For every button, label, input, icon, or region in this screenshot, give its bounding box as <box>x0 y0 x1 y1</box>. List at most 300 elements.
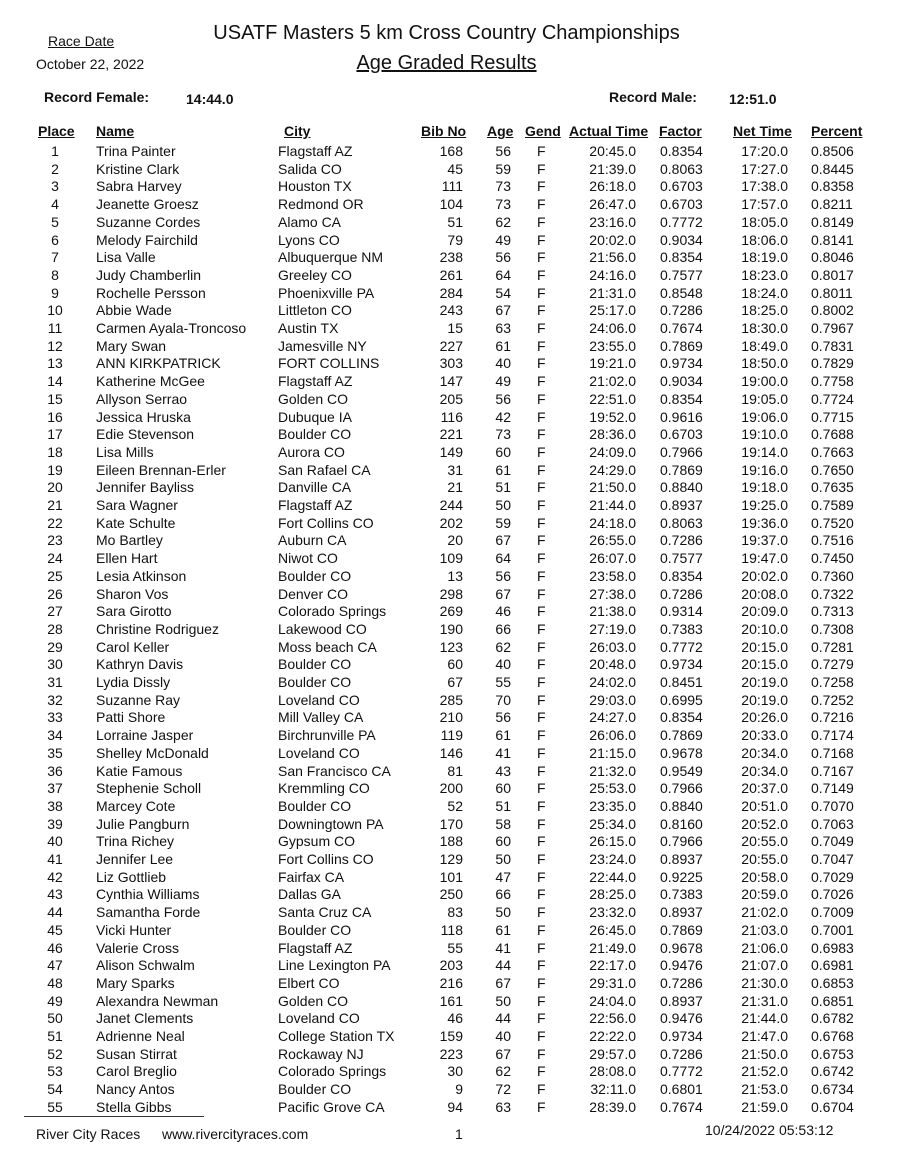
cell-age: 73 <box>495 196 511 213</box>
cell-name: Allyson Serrao <box>96 390 188 407</box>
cell-factor: 0.9616 <box>660 408 703 425</box>
cell-gender: F <box>537 744 546 761</box>
cell-factor: 0.8354 <box>660 709 703 726</box>
cell-city: Colorado Springs <box>278 1063 387 1080</box>
cell-place: 41 <box>47 851 63 867</box>
cell-net-time: 19:05.0 <box>741 390 788 407</box>
cell-actual-time: 26:55.0 <box>589 532 636 549</box>
cell-percent: 0.8141 <box>811 231 854 248</box>
cell-actual-time: 21:56.0 <box>589 249 636 266</box>
cell-gender: F <box>537 550 546 567</box>
cell-bib: 55 <box>447 939 463 956</box>
table-row <box>0 479 900 496</box>
cell-net-time: 17:27.0 <box>741 160 788 177</box>
cell-percent: 0.6983 <box>811 939 854 956</box>
cell-city: Littleton CO <box>278 302 352 319</box>
cell-bib: 203 <box>439 957 463 974</box>
cell-city: Redmond OR <box>278 196 364 213</box>
cell-age: 63 <box>495 1098 511 1115</box>
cell-net-time: 18:50.0 <box>741 355 788 372</box>
cell-gender: F <box>537 674 546 690</box>
table-row <box>0 568 900 585</box>
record-male-label: Record Male: <box>609 89 697 105</box>
cell-actual-time: 21:39.0 <box>589 160 636 177</box>
cell-place: 3 <box>51 178 59 195</box>
cell-place: 51 <box>47 1028 63 1044</box>
cell-gender: F <box>537 1081 546 1098</box>
cell-name: Valerie Cross <box>96 939 179 956</box>
cell-city: Austin TX <box>278 320 339 336</box>
cell-net-time: 21:03.0 <box>741 921 788 938</box>
cell-age: 67 <box>495 1045 511 1062</box>
cell-name: Mary Sparks <box>96 974 175 991</box>
table-row <box>0 249 900 266</box>
cell-place: 10 <box>47 302 63 319</box>
cell-actual-time: 25:17.0 <box>589 302 636 319</box>
cell-actual-time: 22:44.0 <box>589 868 636 885</box>
cell-percent: 0.7715 <box>811 408 854 425</box>
cell-place: 47 <box>47 957 63 974</box>
cell-place: 53 <box>47 1063 63 1080</box>
cell-age: 40 <box>495 355 511 372</box>
cell-place: 19 <box>47 461 63 478</box>
cell-age: 67 <box>495 974 511 991</box>
table-row <box>0 267 900 284</box>
cell-net-time: 20:33.0 <box>741 727 788 744</box>
cell-percent: 0.7313 <box>811 603 854 620</box>
cell-percent: 0.6753 <box>811 1045 854 1062</box>
cell-age: 40 <box>495 656 511 673</box>
cell-age: 63 <box>495 320 511 336</box>
cell-bib: 221 <box>439 426 463 443</box>
cell-bib: 298 <box>439 585 463 602</box>
cell-gender: F <box>537 266 546 283</box>
cell-place: 52 <box>47 1045 63 1062</box>
cell-place: 13 <box>47 355 63 372</box>
cell-percent: 0.7216 <box>811 709 854 726</box>
cell-gender: F <box>537 957 546 974</box>
cell-gender: F <box>537 196 546 213</box>
cell-age: 61 <box>495 921 511 938</box>
cell-place: 27 <box>47 603 63 620</box>
cell-factor: 0.7772 <box>660 213 703 230</box>
cell-actual-time: 24:06.0 <box>589 320 636 336</box>
cell-city: Salida CO <box>278 160 342 177</box>
cell-percent: 0.8011 <box>811 284 853 301</box>
cell-net-time: 21:30.0 <box>741 974 788 991</box>
table-row <box>0 497 900 514</box>
cell-percent: 0.7831 <box>811 337 854 354</box>
footer-divider <box>24 1116 204 1117</box>
cell-age: 61 <box>495 337 511 354</box>
cell-age: 56 <box>495 709 511 726</box>
table-row <box>0 621 900 638</box>
cell-bib: 30 <box>447 1063 463 1080</box>
cell-age: 64 <box>495 266 511 283</box>
cell-actual-time: 23:32.0 <box>589 904 636 921</box>
record-female-label: Record Female: <box>44 89 150 105</box>
cell-net-time: 20:09.0 <box>741 603 788 620</box>
table-row <box>0 940 900 957</box>
cell-gender: F <box>537 797 546 814</box>
cell-age: 51 <box>495 479 511 496</box>
record-female-value: 14:44.0 <box>186 91 234 107</box>
cell-age: 42 <box>495 408 511 425</box>
cell-place: 25 <box>47 567 63 584</box>
cell-name: Lisa Mills <box>96 443 154 460</box>
cell-place: 35 <box>47 744 63 761</box>
cell-city: Elbert CO <box>278 974 340 991</box>
cell-city: Lyons CO <box>278 231 340 248</box>
table-row <box>0 745 900 762</box>
cell-age: 40 <box>495 1028 511 1044</box>
cell-name: Stephenie Scholl <box>96 780 202 797</box>
cell-bib: 146 <box>439 744 463 761</box>
cell-percent: 0.6853 <box>811 974 854 991</box>
cell-percent: 0.6768 <box>811 1028 854 1044</box>
cell-factor: 0.7966 <box>660 833 703 850</box>
cell-gender: F <box>537 868 546 885</box>
cell-factor: 0.8937 <box>660 851 703 867</box>
cell-name: Carol Keller <box>96 638 170 655</box>
cell-factor: 0.7577 <box>660 266 703 283</box>
cell-age: 54 <box>495 284 511 301</box>
cell-factor: 0.8354 <box>660 143 703 159</box>
cell-age: 62 <box>495 1063 511 1080</box>
cell-age: 61 <box>495 727 511 744</box>
cell-name: Julie Pangburn <box>96 815 190 832</box>
cell-actual-time: 21:38.0 <box>589 603 636 620</box>
cell-name: Carmen Ayala-Troncoso <box>96 320 247 336</box>
cell-gender: F <box>537 833 546 850</box>
cell-place: 26 <box>47 585 63 602</box>
cell-actual-time: 21:02.0 <box>589 373 636 390</box>
table-row <box>0 444 900 461</box>
cell-actual-time: 27:38.0 <box>589 585 636 602</box>
cell-factor: 0.8451 <box>660 674 703 690</box>
cell-percent: 0.7281 <box>811 638 854 655</box>
cell-place: 30 <box>47 656 63 673</box>
cell-net-time: 20:26.0 <box>741 709 788 726</box>
table-row <box>0 462 900 479</box>
cell-net-time: 19:06.0 <box>741 408 788 425</box>
header-name: Name <box>96 123 135 139</box>
table-row <box>0 656 900 673</box>
cell-city: Flagstaff AZ <box>278 497 353 513</box>
cell-name: ANN KIRKPATRICK <box>96 355 221 372</box>
cell-percent: 0.7589 <box>811 497 854 513</box>
cell-name: Mary Swan <box>96 337 167 354</box>
cell-percent: 0.8358 <box>811 178 854 195</box>
cell-place: 9 <box>51 284 59 301</box>
cell-place: 44 <box>47 904 63 921</box>
cell-percent: 0.7829 <box>811 355 854 372</box>
cell-percent: 0.7167 <box>811 762 854 779</box>
cell-net-time: 17:20.0 <box>741 143 788 159</box>
cell-gender: F <box>537 886 546 903</box>
cell-bib: 227 <box>439 337 463 354</box>
cell-age: 50 <box>495 992 511 1009</box>
cell-gender: F <box>537 585 546 602</box>
cell-percent: 0.7049 <box>811 833 854 850</box>
cell-factor: 0.8840 <box>660 797 703 814</box>
cell-age: 67 <box>495 302 511 319</box>
cell-city: Loveland CO <box>278 744 360 761</box>
cell-place: 8 <box>51 266 59 283</box>
cell-name: Christine Rodriguez <box>96 620 219 637</box>
footer-org: River City Races <box>36 1126 141 1142</box>
cell-factor: 0.8063 <box>660 160 703 177</box>
cell-bib: 101 <box>439 868 463 885</box>
table-row <box>0 320 900 337</box>
cell-city: Rockaway NJ <box>278 1045 364 1062</box>
cell-age: 56 <box>495 143 511 159</box>
cell-name: Jennifer Bayliss <box>96 479 195 496</box>
cell-bib: 147 <box>439 373 463 390</box>
cell-age: 60 <box>495 833 511 850</box>
cell-age: 55 <box>495 674 511 690</box>
cell-factor: 0.7869 <box>660 727 703 744</box>
cell-factor: 0.6801 <box>660 1081 703 1098</box>
cell-name: Marcey Cote <box>96 797 176 814</box>
cell-place: 7 <box>51 249 59 266</box>
cell-bib: 250 <box>439 886 463 903</box>
cell-net-time: 20:34.0 <box>741 744 788 761</box>
cell-net-time: 20:37.0 <box>741 780 788 797</box>
cell-bib: 104 <box>439 196 463 213</box>
race-date: October 22, 2022 <box>36 56 145 72</box>
cell-actual-time: 26:18.0 <box>589 178 636 195</box>
cell-percent: 0.7026 <box>811 886 854 903</box>
cell-age: 41 <box>495 939 511 956</box>
cell-factor: 0.7966 <box>660 780 703 797</box>
cell-age: 60 <box>495 780 511 797</box>
cell-percent: 0.6734 <box>811 1081 854 1098</box>
cell-factor: 0.8354 <box>660 567 703 584</box>
cell-city: San Francisco CA <box>278 762 391 779</box>
cell-place: 14 <box>47 373 63 390</box>
cell-place: 21 <box>47 497 63 513</box>
cell-place: 55 <box>47 1098 63 1115</box>
cell-city: Boulder CO <box>278 1081 352 1098</box>
cell-factor: 0.7966 <box>660 443 703 460</box>
cell-actual-time: 28:39.0 <box>589 1098 636 1115</box>
cell-factor: 0.9734 <box>660 656 703 673</box>
cell-actual-time: 21:44.0 <box>589 497 636 513</box>
cell-net-time: 18:06.0 <box>741 231 788 248</box>
table-row <box>0 338 900 355</box>
cell-bib: 303 <box>439 355 463 372</box>
cell-name: Mo Bartley <box>96 532 163 549</box>
cell-percent: 0.7308 <box>811 620 854 637</box>
cell-age: 44 <box>495 957 511 974</box>
cell-city: Moss beach CA <box>278 638 377 655</box>
cell-place: 37 <box>47 780 63 797</box>
cell-bib: 31 <box>447 461 463 478</box>
cell-factor: 0.9734 <box>660 1028 703 1044</box>
cell-name: Samantha Forde <box>96 904 201 921</box>
cell-gender: F <box>537 709 546 726</box>
cell-age: 62 <box>495 213 511 230</box>
table-row <box>0 763 900 780</box>
cell-city: Boulder CO <box>278 567 352 584</box>
table-row <box>0 1099 900 1116</box>
cell-net-time: 18:05.0 <box>741 213 788 230</box>
cell-actual-time: 19:21.0 <box>589 355 636 372</box>
header-net-time: Net Time <box>733 123 792 139</box>
cell-name: Trina Painter <box>96 143 176 159</box>
cell-actual-time: 25:53.0 <box>589 780 636 797</box>
cell-name: Suzanne Ray <box>96 691 181 708</box>
table-row <box>0 816 900 833</box>
cell-actual-time: 23:16.0 <box>589 213 636 230</box>
cell-gender: F <box>537 178 546 195</box>
cell-actual-time: 29:57.0 <box>589 1045 636 1062</box>
cell-percent: 0.7001 <box>811 921 854 938</box>
cell-gender: F <box>537 815 546 832</box>
cell-bib: 13 <box>447 567 463 584</box>
cell-place: 28 <box>47 620 63 637</box>
cell-bib: 109 <box>439 550 463 567</box>
cell-actual-time: 19:52.0 <box>589 408 636 425</box>
cell-name: Shelley McDonald <box>96 744 209 761</box>
cell-net-time: 20:15.0 <box>741 656 788 673</box>
cell-place: 18 <box>47 443 63 460</box>
cell-gender: F <box>537 727 546 744</box>
cell-net-time: 20:51.0 <box>741 797 788 814</box>
cell-net-time: 18:24.0 <box>741 284 788 301</box>
cell-actual-time: 21:15.0 <box>589 744 636 761</box>
cell-age: 56 <box>495 390 511 407</box>
cell-factor: 0.9476 <box>660 957 703 974</box>
cell-name: Lydia Dissly <box>96 674 171 690</box>
cell-percent: 0.8506 <box>811 143 854 159</box>
cell-actual-time: 24:09.0 <box>589 443 636 460</box>
cell-net-time: 21:07.0 <box>741 957 788 974</box>
cell-name: Katherine McGee <box>96 373 205 390</box>
cell-bib: 60 <box>447 656 463 673</box>
cell-age: 49 <box>495 231 511 248</box>
cell-actual-time: 24:29.0 <box>589 461 636 478</box>
cell-name: Kathryn Davis <box>96 656 184 673</box>
cell-factor: 0.7772 <box>660 638 703 655</box>
cell-gender: F <box>537 851 546 867</box>
cell-factor: 0.9549 <box>660 762 703 779</box>
cell-net-time: 20:55.0 <box>741 851 788 867</box>
cell-factor: 0.7286 <box>660 974 703 991</box>
footer-url: www.rivercityraces.com <box>162 1126 309 1142</box>
cell-factor: 0.9034 <box>660 373 703 390</box>
cell-gender: F <box>537 992 546 1009</box>
cell-factor: 0.7286 <box>660 302 703 319</box>
cell-bib: 51 <box>447 213 463 230</box>
cell-bib: 238 <box>439 249 463 266</box>
cell-name: Sara Wagner <box>96 497 178 513</box>
cell-place: 16 <box>47 408 63 425</box>
cell-name: Adrienne Neal <box>96 1028 185 1044</box>
cell-city: Kremmling CO <box>278 780 370 797</box>
table-row <box>0 639 900 656</box>
cell-city: Boulder CO <box>278 656 352 673</box>
table-row <box>0 692 900 709</box>
cell-age: 67 <box>495 585 511 602</box>
table-row <box>0 515 900 532</box>
cell-name: Suzanne Cordes <box>96 213 201 230</box>
cell-percent: 0.7168 <box>811 744 854 761</box>
cell-city: Alamo CA <box>278 213 342 230</box>
cell-name: Stella Gibbs <box>96 1098 172 1115</box>
cell-percent: 0.7360 <box>811 567 854 584</box>
table-row <box>0 1081 900 1098</box>
cell-actual-time: 24:04.0 <box>589 992 636 1009</box>
cell-city: Fort Collins CO <box>278 851 374 867</box>
cell-place: 39 <box>47 815 63 832</box>
cell-age: 66 <box>495 620 511 637</box>
cell-net-time: 21:06.0 <box>741 939 788 956</box>
cell-factor: 0.9225 <box>660 868 703 885</box>
table-row <box>0 869 900 886</box>
cell-actual-time: 27:19.0 <box>589 620 636 637</box>
cell-actual-time: 20:45.0 <box>589 143 636 159</box>
header-age: Age <box>487 123 514 139</box>
table-row <box>0 833 900 850</box>
cell-place: 15 <box>47 390 63 407</box>
cell-bib: 20 <box>447 532 463 549</box>
cell-gender: F <box>537 514 546 531</box>
cell-bib: 190 <box>439 620 463 637</box>
cell-place: 54 <box>47 1081 63 1098</box>
cell-age: 64 <box>495 550 511 567</box>
cell-net-time: 20:19.0 <box>741 691 788 708</box>
cell-net-time: 18:49.0 <box>741 337 788 354</box>
cell-name: Liz Gottlieb <box>96 868 167 885</box>
cell-actual-time: 22:56.0 <box>589 1010 636 1027</box>
cell-actual-time: 22:17.0 <box>589 957 636 974</box>
cell-bib: 205 <box>439 390 463 407</box>
table-row <box>0 355 900 372</box>
cell-city: Aurora CO <box>278 443 345 460</box>
cell-actual-time: 23:55.0 <box>589 337 636 354</box>
cell-age: 47 <box>495 868 511 885</box>
cell-age: 62 <box>495 638 511 655</box>
cell-bib: 45 <box>447 160 463 177</box>
cell-place: 24 <box>47 550 63 567</box>
cell-bib: 118 <box>440 921 463 938</box>
cell-name: Judy Chamberlin <box>96 266 202 283</box>
table-row <box>0 550 900 567</box>
table-row <box>0 409 900 426</box>
cell-place: 48 <box>47 974 63 991</box>
cell-age: 58 <box>495 815 511 832</box>
cell-gender: F <box>537 921 546 938</box>
cell-percent: 0.8017 <box>811 266 854 283</box>
cell-bib: 79 <box>447 231 463 248</box>
cell-factor: 0.8354 <box>660 249 703 266</box>
cell-bib: 285 <box>439 691 463 708</box>
cell-bib: 223 <box>439 1045 463 1062</box>
cell-gender: F <box>537 355 546 372</box>
cell-name: Alexandra Newman <box>96 992 219 1009</box>
cell-actual-time: 24:16.0 <box>589 266 636 283</box>
page-title: USATF Masters 5 km Cross Country Championships <box>213 22 680 44</box>
table-row <box>0 1046 900 1063</box>
table-row <box>0 709 900 726</box>
cell-bib: 116 <box>440 408 463 425</box>
cell-actual-time: 28:08.0 <box>589 1063 636 1080</box>
table-row <box>0 1063 900 1080</box>
cell-place: 20 <box>47 479 63 496</box>
cell-gender: F <box>537 302 546 319</box>
